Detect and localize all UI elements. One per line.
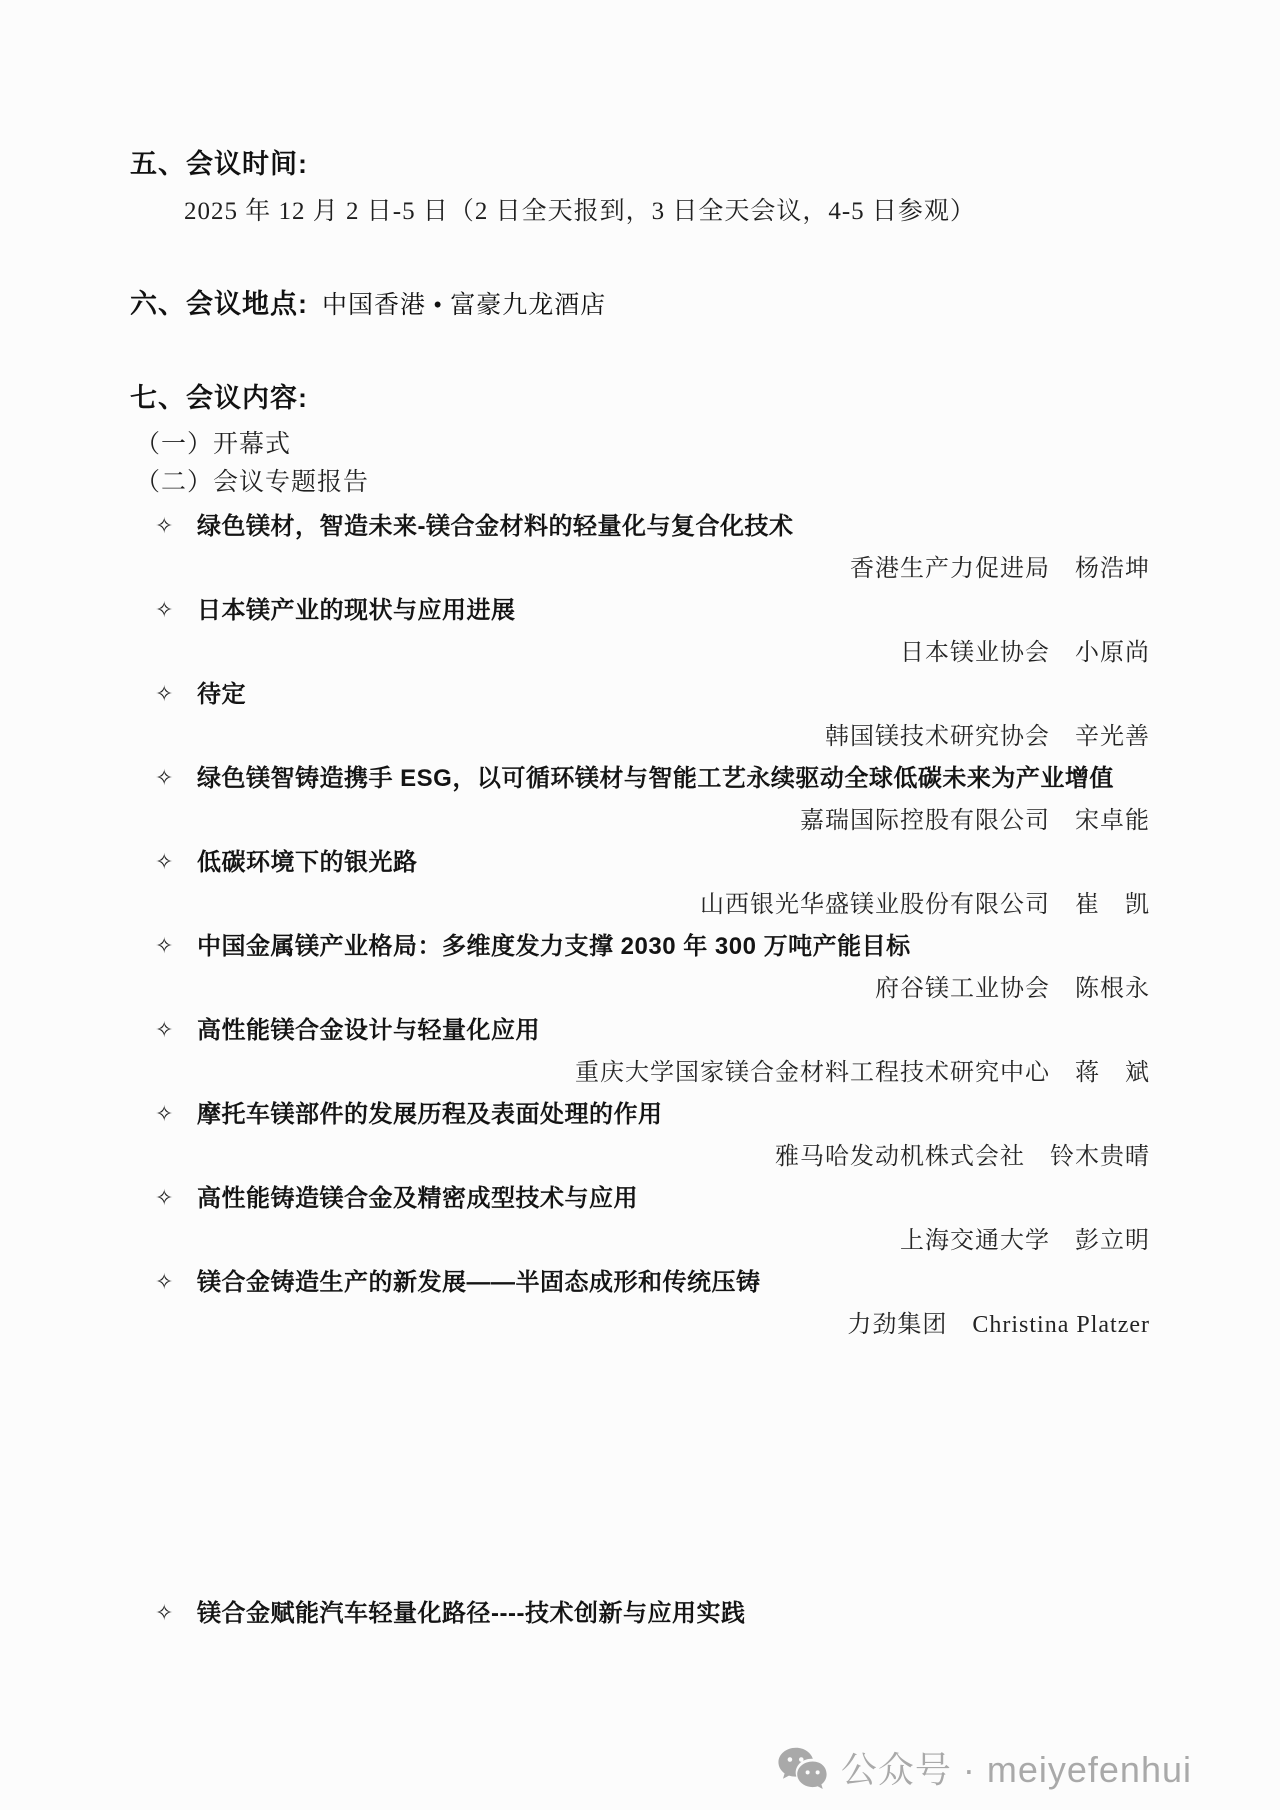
meeting-venue-label: 六、会议地点: (130, 289, 308, 319)
talk-item (130, 1593, 1150, 1635)
talk-speaker: 重庆大学国家镁合金材料工程技术研究中心 蒋 斌 (575, 1060, 1150, 1086)
talk-speaker: 山西银光华盛镁业股份有限公司 崔 凯 (700, 892, 1150, 918)
meeting-time-detail: 2025 年 12 月 2 日-5 日（2 日全天报到，3 日全天会议，4-5 日参观） (184, 198, 976, 225)
talk-item (130, 506, 1150, 590)
document-content (0, 148, 1150, 1635)
talk-speaker: 日本镁业协会 小原尚 (900, 640, 1150, 666)
talk-title: 中国金属镁产业格局：多维度发力支撑 2030 年 300 万吨产能目标 (197, 933, 911, 960)
talk-speaker: 香港生产力促进局 杨浩坤 (850, 556, 1150, 582)
wechat-icon (777, 1745, 829, 1791)
talk-item (130, 1010, 1150, 1094)
talk-title: 摩托车镁部件的发展历程及表面处理的作用 (197, 1101, 663, 1128)
diamond-bullet-icon: ✧ (155, 934, 174, 959)
talk-title: 日本镁产业的现状与应用进展 (197, 597, 516, 624)
diamond-bullet-icon: ✧ (155, 1102, 174, 1127)
diamond-bullet-icon: ✧ (155, 598, 174, 623)
diamond-bullet-icon: ✧ (155, 682, 174, 707)
talk-speaker: 雅马哈发动机株式会社 铃木贵晴 (775, 1144, 1150, 1170)
talk-speaker: 嘉瑞国际控股有限公司 宋卓能 (800, 808, 1150, 834)
talk-item (130, 1262, 1150, 1346)
diamond-bullet-icon: ✧ (155, 1270, 174, 1295)
agenda-subsections (130, 426, 1150, 502)
meeting-venue-detail: 中国香港 • 富豪九龙酒店 (322, 292, 607, 319)
talk-title: 镁合金赋能汽车轻量化路径----技术创新与应用实践 (197, 1600, 746, 1627)
talk-title: 待定 (197, 681, 246, 708)
subsection-keynote-reports: （二）会议专题报告 (135, 469, 370, 496)
talk-speaker: 府谷镁工业协会 陈根永 (875, 976, 1150, 1002)
diamond-bullet-icon: ✧ (155, 1018, 174, 1043)
subsection-opening-ceremony: （一）开幕式 (135, 431, 292, 458)
section-heading-meeting-time: 五、会议时间: (130, 149, 308, 179)
section-heading-meeting-content: 七、会议内容: (130, 383, 308, 413)
talk-speaker: 韩国镁技术研究协会 辛光善 (825, 724, 1150, 750)
talk-item (130, 758, 1150, 842)
diamond-bullet-icon: ✧ (155, 766, 174, 791)
talk-speaker: 上海交通大学 彭立明 (900, 1228, 1150, 1254)
talk-title: 高性能铸造镁合金及精密成型技术与应用 (197, 1185, 638, 1212)
talk-item (130, 1094, 1150, 1178)
diamond-bullet-icon: ✧ (155, 850, 174, 875)
talk-item (130, 926, 1150, 1010)
talk-title: 镁合金铸造生产的新发展——半固态成形和传统压铸 (197, 1269, 761, 1296)
watermark-text: 公众号 · meiyefenhui (840, 1749, 1192, 1790)
diamond-bullet-icon: ✧ (155, 1186, 174, 1211)
talk-item (130, 1178, 1150, 1262)
talk-title: 低碳环境下的银光路 (197, 849, 418, 876)
diamond-bullet-icon: ✧ (155, 514, 174, 539)
talk-title: 绿色镁智铸造携手 ESG，以可循环镁材与智能工艺永续驱动全球低碳未来为产业增值 (197, 765, 1114, 792)
talk-item (130, 674, 1150, 758)
wechat-watermark (777, 1742, 1192, 1793)
talk-title: 高性能镁合金设计与轻量化应用 (197, 1017, 540, 1044)
talk-speaker: 力劲集团 Christina Platzer (847, 1312, 1150, 1338)
talk-title: 绿色镁材，智造未来-镁合金材料的轻量化与复合化技术 (197, 513, 794, 540)
diamond-bullet-icon: ✧ (155, 1601, 174, 1626)
talk-item (130, 842, 1150, 926)
section-heading-meeting-venue (130, 288, 1150, 322)
talk-item (130, 590, 1150, 674)
talk-list (130, 506, 1150, 1635)
